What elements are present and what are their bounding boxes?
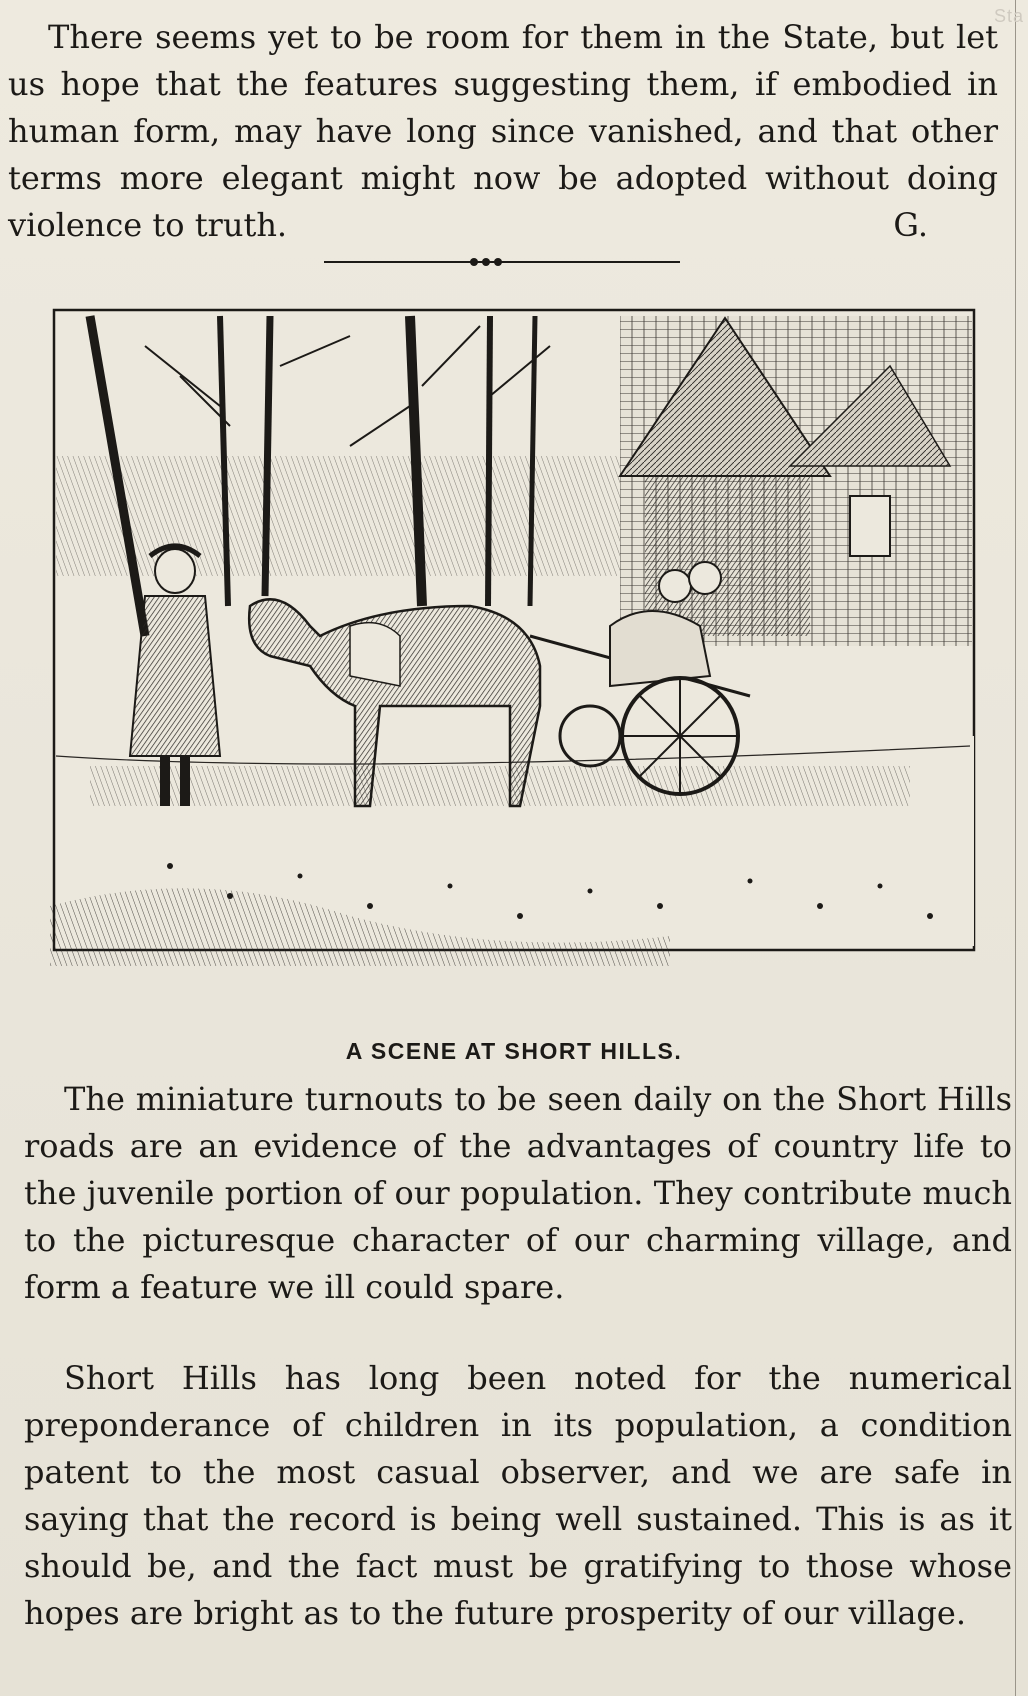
article-paragraph-1 [24,1076,1012,1311]
page-edge-line [1015,0,1016,1696]
article-paragraph-1-text: The miniature turnouts to be seen daily on the Short Hills roads are an evidence of the advantages of country life to the juvenile portion of our population. They contribute much to the picturesque character of our charming village, and form a feature we ill could spare. [24,1080,1012,1306]
top-paragraph-text: There seems yet to be room for them in the State, but let us hope that the features suggesting them, if embodied in human form, may have long since vanished, and that other terms more elegant might now be adopted without doing violence to truth. [8,18,998,244]
ornamental-rule [324,255,680,269]
article-paragraph-2 [24,1355,1012,1637]
corner-mark: Sta [993,6,1024,26]
illustration-caption: A SCENE AT SHORT HILLS. [345,1038,683,1064]
engraving-illustration [50,306,980,1036]
signature: G. [893,206,928,244]
top-paragraph [8,14,998,249]
article-paragraph-2-text: Short Hills has long been noted for the numerical preponderance of children in its population, a condition patent to the most casual observer, and we are safe in saying that the record is being well sustained. This is as it should be, and the fact must be gratifying to those whose hopes are bright as to the future prosperity of our village. [24,1359,1012,1632]
